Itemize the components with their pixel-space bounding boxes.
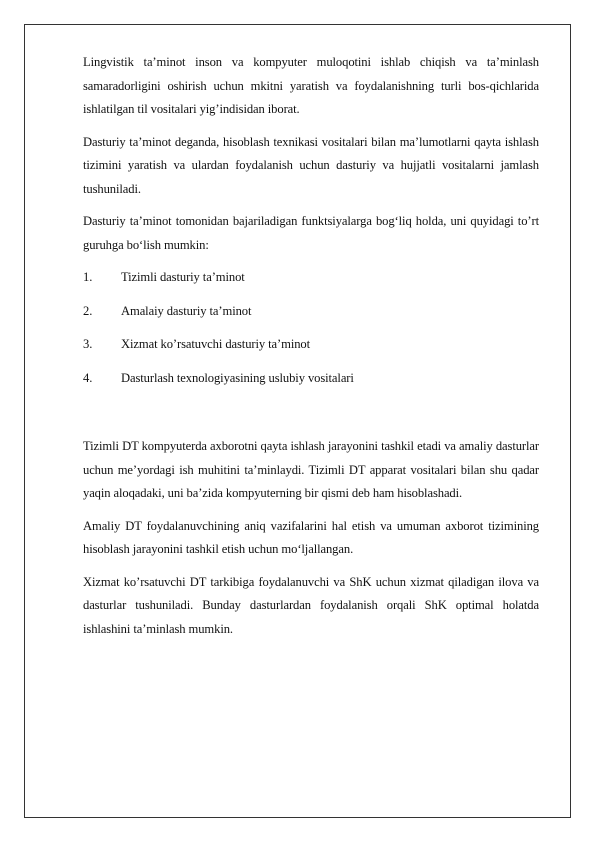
document-content — [83, 51, 539, 650]
list-item-number: 3. — [83, 337, 93, 351]
list-item — [83, 367, 539, 391]
paragraph-software-definition: Dasturiy ta’minot deganda, hisoblash texnikasi vositalari bilan ma’lumotlarni qayta ishlash tizimini yaratish va ulardan foydalanish uchun dasturiy va hujjatli vositalarni jamlash tushuniladi. — [83, 134, 539, 196]
software-groups-list — [83, 266, 539, 390]
list-item-number: 4. — [83, 370, 93, 385]
list-item-number: 1. — [83, 270, 93, 284]
list-item — [83, 266, 539, 290]
list-item-number: 2. — [83, 303, 93, 318]
list-item-text: Dasturlash texnologiyasining uslubiy vositalari — [121, 370, 354, 385]
list-item-text: Amalaiy dasturiy ta’minot — [121, 303, 252, 318]
list-item — [83, 333, 539, 357]
list-item — [83, 300, 539, 324]
list-item-text: Xizmat ko’rsatuvchi dasturiy ta’minot — [121, 337, 311, 351]
paragraph-applied-software: Amaliy DT foydalanuvchining aniq vazifalarini hal etish va umuman axborot tizimining hisoblash jarayonini tashkil etish uchun mo‘ljallangan. — [83, 518, 539, 556]
section-spacer — [83, 400, 539, 435]
paragraph-software-groups-intro: Dasturiy ta’minot tomonidan bajariladigan funktsiyalarga bog‘liq holda, uni quyidagi to’rt guruhga bo‘lish mumkin: — [83, 214, 539, 252]
paragraph-system-software: Tizimli DT kompyuterda axborotni qayta ishlash jarayonini tashkil etadi va amaliy dasturlar uchun me’yordagi ish muhitini ta’minlaydi. Tizimli DT apparat vositalari bilan shu qadar yaqin aloqadaki, uni ba’zida kompyuterning bir qismi deb ham hisoblashadi. — [83, 439, 539, 500]
paragraph-service-software: Xizmat ko’rsatuvchi DT tarkibiga foydalanuvchi va ShK uchun xizmat qiladigan ilova va dasturlar tushuniladi. Bunday dasturlardan foydalanish orqali ShK optimal holatda ishlashini ta’minlash mumkin. — [83, 574, 539, 636]
paragraph-linguistic-support: Lingvistik ta’minot inson va kompyuter muloqotini ishlab chiqish va ta’minlash samaradorligini oshirish uchun mkitni yaratish va foydalanishning turli bos-qichlarida ishlatilgan til vositalari yig’indisidan iborat. — [83, 55, 539, 116]
list-item-text: Tizimli dasturiy ta’minot — [121, 270, 245, 284]
